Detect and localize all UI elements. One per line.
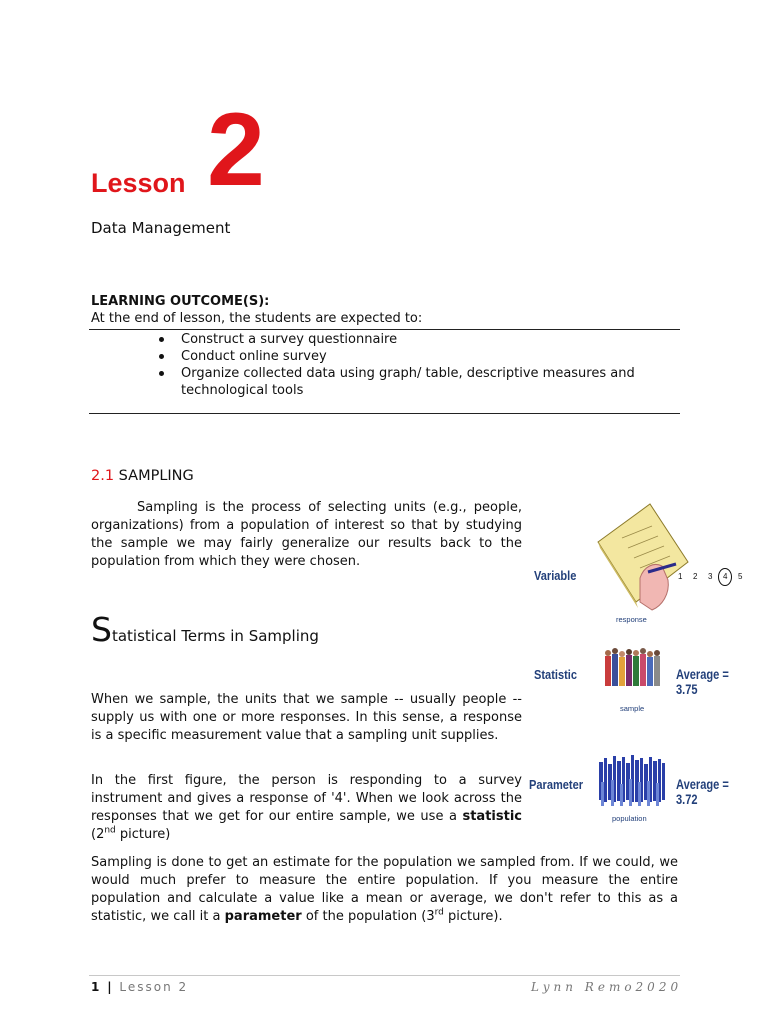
scale-1: 1: [678, 572, 683, 581]
section-title: SAMPLING: [118, 468, 194, 484]
footer-author: Lynn Remo2020: [531, 980, 683, 994]
footer-page: [91, 980, 188, 994]
response-caption: response: [616, 615, 647, 624]
lesson-number: 2: [207, 92, 265, 208]
paragraph-sampling: Sampling is the process of selecting units (e.g., people, organizations) from a population of interest so that by studying the sample we may fairly generalize our results back to the population from which they were chosen.: [91, 500, 522, 569]
population-caption: population: [612, 814, 647, 823]
outcomes-list: [156, 331, 676, 399]
footer-divider: [89, 975, 680, 976]
footer-lesson: Lesson 2: [119, 980, 189, 994]
drop-letter: S: [91, 610, 112, 649]
heading-rest: tatistical Terms in Sampling: [111, 627, 319, 645]
section-number: 2.1: [91, 468, 115, 484]
lesson-subtitle: Data Management: [91, 219, 231, 237]
outcome-item: Conduct online survey: [156, 348, 676, 365]
parameter-value: Average = 3.72: [676, 777, 729, 807]
paragraph-response: When we sample, the units that we sample -- usually people -- supply us with one or more responses. In this sense, a response is a specific measurement value that a sampling unit supplies.: [91, 692, 522, 743]
survey-clipboard-icon: [592, 500, 690, 624]
outcomes-title: LEARNING OUTCOME(S):: [91, 294, 270, 309]
variable-label: Variable: [534, 568, 577, 583]
footer-separator: |: [107, 980, 114, 994]
section-heading: [91, 468, 194, 484]
outcome-item: Construct a survey questionnaire: [156, 331, 676, 348]
statistic-value: Average = 3.75: [676, 667, 729, 697]
paragraph-parameter: Sampling is done to get an estimate for the population we sampled from. If we could, we would much prefer to measure the entire population. If you measure the entire population and calculate a value like a mean or average, we don't refer to this as a statistic, we call it a parameter of the population (3rd picture).: [91, 855, 678, 924]
statistical-terms-heading: [91, 610, 319, 649]
term-parameter: parameter: [224, 909, 302, 924]
term-statistic: statistic: [462, 809, 522, 824]
scale-4: 4: [723, 572, 728, 581]
outcome-item: Organize collected data using graph/ table, descriptive measures and technological tools: [156, 365, 676, 399]
lesson-word: Lesson: [91, 168, 186, 198]
sample-people-icon: [602, 645, 662, 701]
scale-2: 2: [693, 572, 698, 581]
scale-3: 3: [708, 572, 713, 581]
page-number: 1: [91, 980, 102, 994]
sample-caption: sample: [620, 704, 645, 713]
divider-top: [89, 329, 680, 330]
statistic-label: Statistic: [534, 667, 577, 682]
divider-bottom: [89, 413, 680, 414]
sampling-figure: [528, 500, 756, 830]
selected-circle-icon: [717, 567, 733, 587]
parameter-label: Parameter: [529, 777, 584, 792]
paragraph-statistic: In the first figure, the person is responding to a survey instrument and gives a response of '4'. When we look across the responses that we get for our entire sample, we use a statistic (2nd picture): [91, 773, 522, 842]
scale-5: 5: [738, 572, 743, 581]
population-crowd-icon: [598, 752, 666, 814]
outcomes-intro: At the end of lesson, the students are expected to:: [91, 311, 423, 326]
